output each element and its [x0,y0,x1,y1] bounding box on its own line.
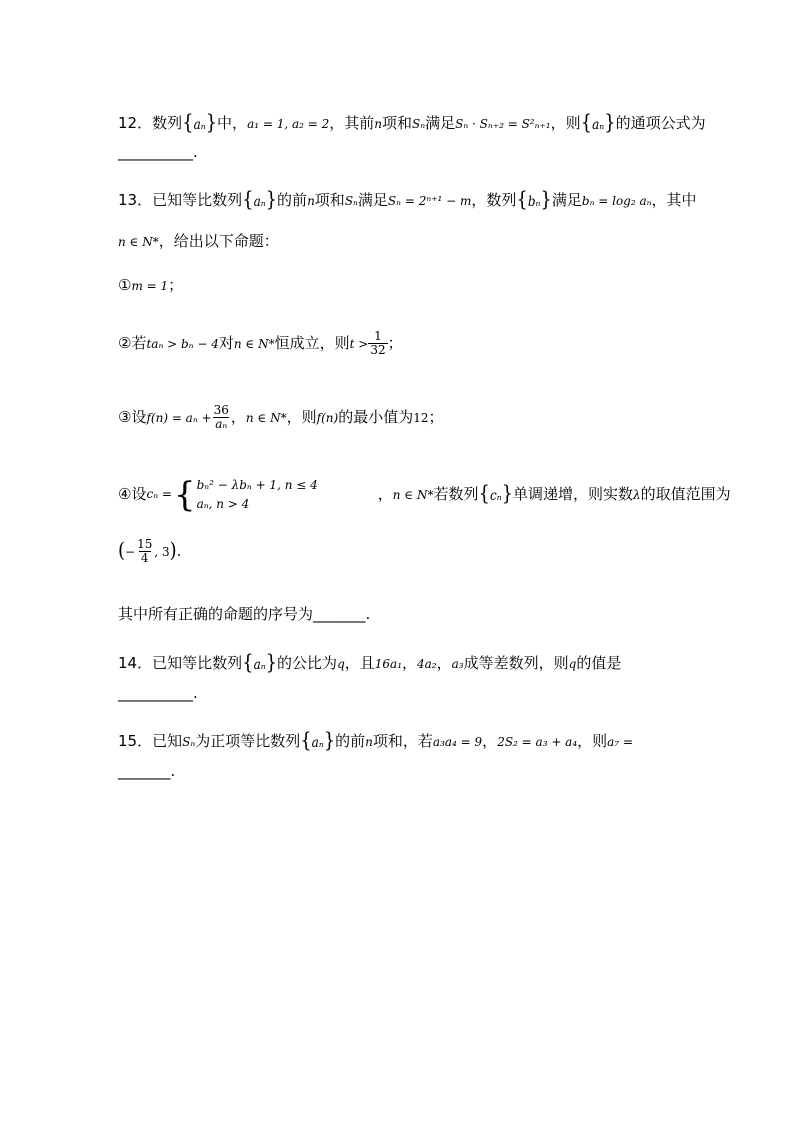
math-expr: 4a₂ [417,657,437,671]
text: 对 [218,334,234,353]
math-condition-2: Sₙ · Sₙ₊₂ = S²ₙ₊₁ [455,117,551,131]
text: ， [482,732,498,750]
case-1: bₙ² − λbₙ + 1, n ≤ 4 [196,478,318,492]
question-15-line-1 [118,730,633,752]
text: ，给出以下命题： [158,232,279,250]
math-an: aₙ [193,116,206,133]
seq-an: {aₙ} [300,728,336,753]
text: . [176,542,182,561]
math-cn: cₙ [489,487,502,504]
math-q: q [568,657,577,671]
text: 其中所有正确的命题的序号为_______. [118,605,371,623]
proposition-3 [118,404,444,431]
fraction [368,330,387,357]
brace: { [173,474,196,515]
math-expr: a₇ = [607,735,634,749]
math-sn: Sₙ [182,735,196,749]
fraction-denominator: 32 [370,343,386,358]
text: ； [168,276,184,294]
math-expr: a₃a₄ = 9 [432,735,483,749]
proposition-marker: ② [118,334,132,353]
text: 为正项等比数列 [195,732,301,750]
answer-blank: _______. [118,762,176,780]
math-condition-1: Sₙ = 2ⁿ⁺¹ − m [387,194,472,208]
math-expr: n ∈ N* [392,488,434,503]
seq-cn: {cₙ} [478,481,514,506]
text: 的公比为 [277,654,338,672]
question-14-line-1 [118,652,621,674]
math-bn: bₙ [527,193,541,210]
text: ； [428,408,444,427]
case-2: aₙ, n > 4 [196,496,250,511]
proposition-4 [118,476,731,513]
text: 若数列 [433,485,479,504]
math-an: aₙ [592,116,605,133]
seq-an: {aₙ} [242,187,278,212]
text: 数列 [152,114,183,132]
math-expr: cₙ = [146,487,172,502]
math-minus: − [125,545,136,560]
text: 满足 [357,191,388,209]
answer-blank: __________. [118,143,198,161]
question-12-blank [118,143,198,161]
text: ， [402,654,418,672]
text: ， [230,408,246,427]
math-an: aₙ [253,656,266,673]
math-an: aₙ [311,734,324,751]
question-13-tail [118,605,370,623]
math-expr: taₙ > bₙ − 4 [146,337,219,352]
text: 若 [131,334,147,353]
math-expr: n ∈ N* [245,411,287,426]
proposition-marker: ③ [118,408,132,427]
proposition-marker: ④ [118,485,132,504]
seq-bn: {bₙ} [516,187,552,212]
seq-an: {aₙ} [242,650,278,675]
text: 单调递增，则实数 [513,485,634,504]
text: ，则 [550,114,581,132]
text: 设 [131,485,147,504]
text: 已知 [152,732,183,750]
math-expr: f(n) [316,411,339,426]
math-sn: Sₙ [344,194,358,208]
math-expr: 16a₁ [374,657,402,671]
interval: ( [118,538,126,563]
text: ，则 [286,408,317,427]
math-lambda: λ [633,488,641,503]
math-q: q [337,657,345,671]
text: 已知等比数列 [152,191,243,209]
proposition-marker: ① [118,276,132,294]
text: ，数列 [471,191,517,209]
text: 中， [217,114,248,132]
math-condition-2: bₙ = log₂ aₙ [581,194,652,208]
answer-blank: __________. [118,684,198,702]
fraction [212,404,231,431]
text: 满足 [551,191,582,209]
interval: ) [169,538,177,563]
math-an: aₙ [253,193,266,210]
math-sn: Sₙ [412,117,426,131]
text: 项和 [382,114,413,132]
text: ，则 [577,732,608,750]
text: 项和 [314,191,345,209]
proposition-2 [118,330,403,357]
text: 的最小值为 [338,408,414,427]
math-n: n [365,735,373,749]
question-12-line-1 [118,112,706,134]
question-number: 13． [118,191,153,209]
math-expr: t > [349,337,369,352]
text: ，其前 [329,114,375,132]
math-expr: f(n) = aₙ + [146,411,212,426]
text: 设 [131,408,147,427]
text: 的前 [277,191,308,209]
question-15-blank [118,762,175,780]
text: ； [387,334,403,353]
fraction [135,538,154,565]
text: ，其中 [651,191,697,209]
question-14-blank [118,684,198,702]
math-expr: n ∈ N* [233,337,275,352]
question-number: 14． [118,654,153,672]
math-n: n [374,117,383,131]
math-value: 12 [413,411,429,426]
math-expr: a₃ [451,657,464,671]
text: 已知等比数列 [152,654,243,672]
fraction-numerator: 1 [374,329,382,343]
proposition-1 [118,276,183,294]
text: 的取值范围为 [640,485,731,504]
text: 的值是 [576,654,622,672]
question-13-line-1 [118,189,697,211]
fraction-denominator: 4 [140,551,149,566]
fraction-numerator: 36 [213,403,229,417]
cases [197,476,318,513]
seq-an: {aₙ} [580,110,616,135]
question-number: 15． [118,732,153,750]
fraction-numerator: 15 [137,537,153,551]
text: ，且 [344,654,375,672]
question-13-line-2 [118,232,279,250]
math-expr: , 3 [154,545,170,560]
text: ， [377,485,393,504]
fraction-denominator: aₙ [215,417,228,432]
proposition-4-range [118,538,181,565]
text: 的前 [335,732,366,750]
math-expr: m = 1 [131,279,169,293]
text: 成等差数列，则 [463,654,569,672]
math-condition-1: a₁ = 1, a₂ = 2 [247,117,330,131]
text: 恒成立，则 [274,334,350,353]
math-n: n [307,194,315,208]
piecewise-function [146,476,317,513]
seq-an: {aₙ} [182,110,218,135]
math-condition-3: n ∈ N* [118,235,159,249]
text: 满足 [425,114,456,132]
question-number: 12． [118,114,153,132]
math-expr: 2S₂ = a₃ + a₄ [497,735,578,749]
text: 项和，若 [372,732,433,750]
text: ， [436,654,452,672]
text: 的通项公式为 [615,114,706,132]
